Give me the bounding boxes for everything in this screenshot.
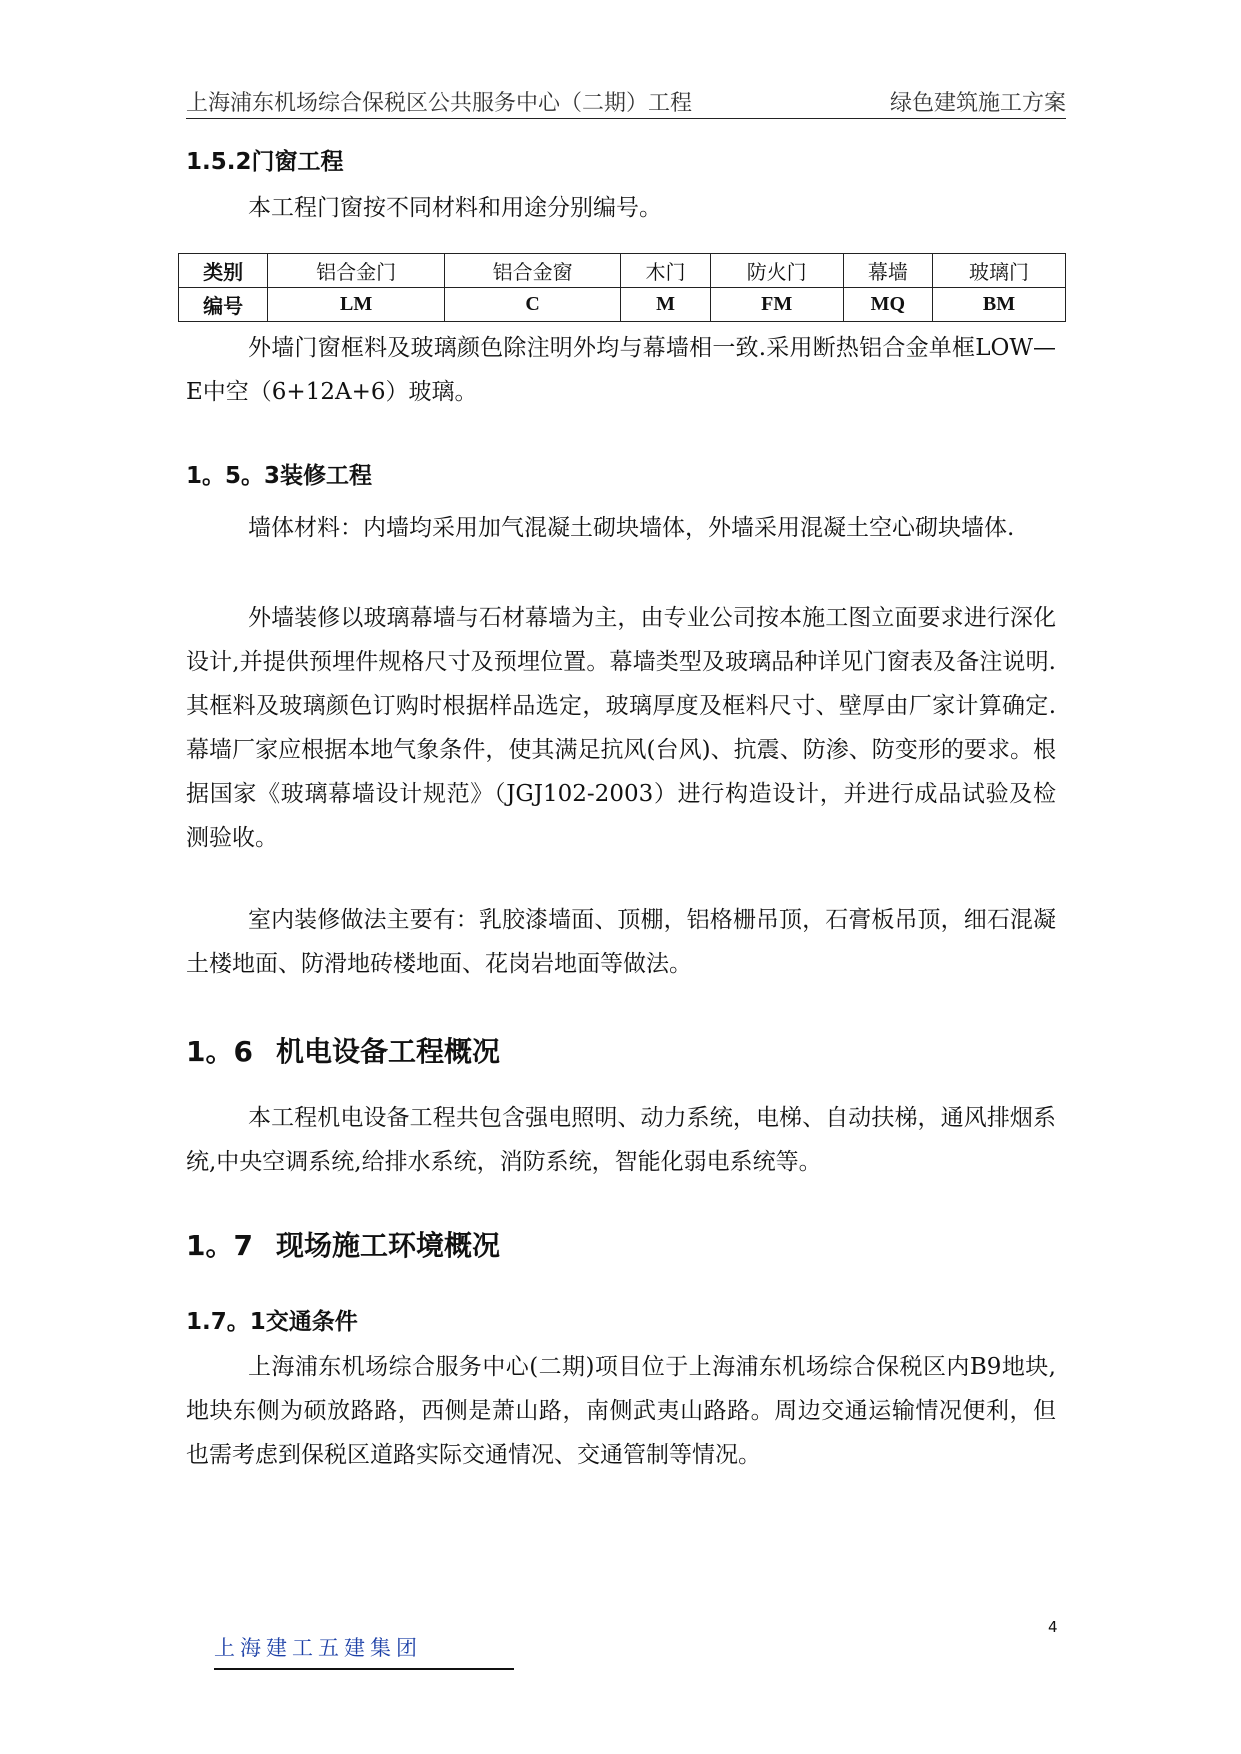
- paragraph-door-window-intro: 本工程门窗按不同材料和用途分别编号。: [248, 195, 662, 221]
- paragraph-mep-overview: 本工程机电设备工程共包含强电照明、动力系统，电梯、自动扶梯，通风排烟系统,中央空调系统,给排水系统，消防系统，智能化弱电系统等。: [186, 1105, 1056, 1175]
- section-title: 现场施工环境概况: [276, 1229, 501, 1262]
- table-cell: M: [621, 288, 710, 322]
- page-header: [186, 82, 1066, 119]
- table-row: [179, 254, 1066, 288]
- footer-divider: [214, 1668, 514, 1670]
- table-cell: FM: [710, 288, 843, 322]
- section-number: 1。7: [186, 1229, 253, 1262]
- table-row: [179, 288, 1066, 322]
- page-number: 4: [1048, 1618, 1058, 1636]
- section-title: 机电设备工程概况: [276, 1035, 501, 1068]
- table-cell: 玻璃门: [933, 254, 1066, 288]
- table-cell: 防火门: [710, 254, 843, 288]
- table-cell: 铝合金门: [268, 254, 445, 288]
- footer-company-name: 上海建工五建集团: [214, 1636, 422, 1660]
- paragraph-traffic-conditions: 上海浦东机场综合服务中心(二期)项目位于上海浦东机场综合保税区内B9地块,地块东侧为硕放路路，西侧是萧山路，南侧武夷山路路。周边交通运输情况便利，但也需考虑到保税区道路实际交通情况、交通管制等情况。: [186, 1354, 1056, 1468]
- paragraph-interior-decoration: 室内装修做法主要有：乳胶漆墙面、顶棚，铝格栅吊顶，石膏板吊顶，细石混凝土楼地面、防滑地砖楼地面、花岗岩地面等做法。: [186, 907, 1056, 977]
- heading-1-7: [186, 1224, 500, 1264]
- table-cell: 类别: [179, 254, 268, 288]
- heading-1-7-1: 1.7。1交通条件: [186, 1309, 358, 1335]
- table-cell: 铝合金窗: [444, 254, 621, 288]
- table-cell: 幕墙: [843, 254, 932, 288]
- table-cell: C: [444, 288, 621, 322]
- paragraph-wall-materials: 墙体材料：内墙均采用加气混凝土砌块墙体，外墙采用混凝土空心砌块墙体.: [248, 515, 1015, 541]
- table-cell: LM: [268, 288, 445, 322]
- table-cell: 木门: [621, 254, 710, 288]
- heading-1-6: [186, 1030, 500, 1070]
- table-cell: BM: [933, 288, 1066, 322]
- heading-1-5-3: 1。5。3装修工程: [186, 463, 373, 489]
- section-number: 1。6: [186, 1035, 253, 1068]
- header-document-title: 绿色建筑施工方案: [889, 91, 1066, 116]
- paragraph-exterior-decoration: 外墙装修以玻璃幕墙与石材幕墙为主，由专业公司按本施工图立面要求进行深化设计,并提供预埋件规格尺寸及预埋位置。幕墙类型及玻璃品种详见门窗表及备注说明.其框料及玻璃颜色订购时根据样品选定，玻璃厚度及框料尺寸、壁厚由厂家计算确定.幕墙厂家应根据本地气象条件，使其满足抗风(台风)、抗震、防渗、防变形的要求。根据国家《玻璃幕墙设计规范》（JGJ102-2003）进行构造设计，并进行成品试验及检测验收。: [186, 605, 1056, 851]
- table-cell: MQ: [843, 288, 932, 322]
- heading-1-5-2: 1.5.2门窗工程: [186, 149, 344, 175]
- table-cell: 编号: [179, 288, 268, 322]
- header-project-title: 上海浦东机场综合保税区公共服务中心（二期）工程: [186, 91, 693, 116]
- door-window-code-table: [178, 253, 1066, 322]
- paragraph-door-window-materials: 外墙门窗框料及玻璃颜色除注明外均与幕墙相一致.采用断热铝合金单框LOW—E中空（6+12A+6）玻璃。: [186, 335, 1056, 405]
